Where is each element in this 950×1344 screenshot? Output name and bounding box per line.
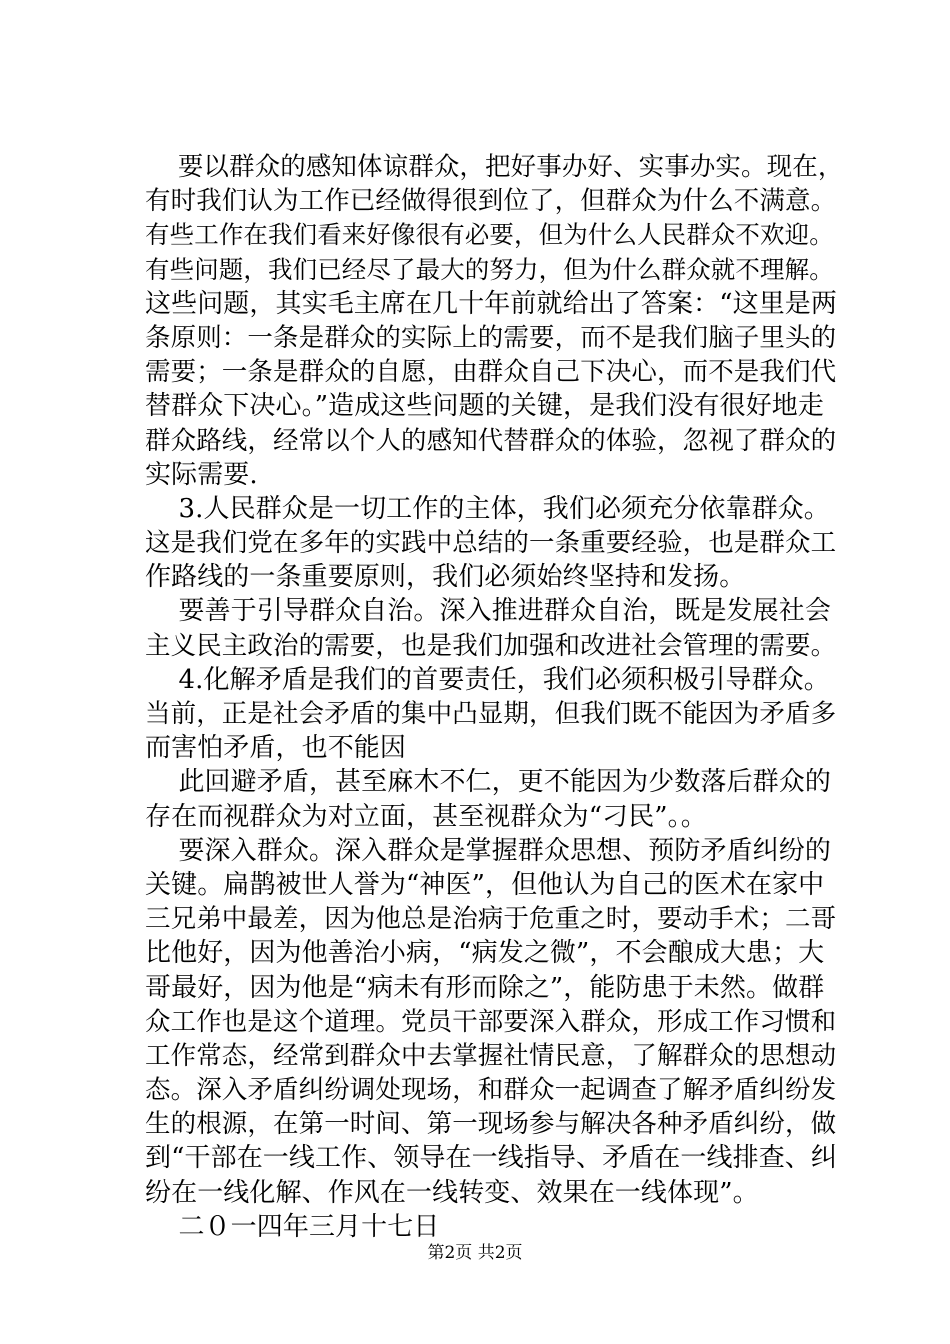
text-line: 存在而视群众为对立面，甚至视群众为“刁民”。。 xyxy=(145,801,707,832)
text-line: 需要；一条是群众的自愿，由群众自己下决心，而不是我们代 xyxy=(145,357,837,388)
text-line: 三兄弟中最差，因为他总是治病于危重之时，要动手术；二哥 xyxy=(145,904,837,935)
text-line: 实际需要. xyxy=(145,459,258,490)
text-line: 态。深入矛盾纠纷调处现场，和群众一起调查了解矛盾纠纷发 xyxy=(145,1075,837,1106)
text-line: 这是我们党在多年的实践中总结的一条重要经验，也是群众工 xyxy=(145,528,837,559)
text-line: 此回避矛盾，甚至麻木不仁，更不能因为少数落后群众的 xyxy=(145,767,831,798)
page-footer: 第2页 共2页 xyxy=(427,1243,523,1263)
text-line: 而害怕矛盾，也不能因 xyxy=(145,733,407,764)
text-line: 当前，正是社会矛盾的集中凸显期，但我们既不能因为矛盾多 xyxy=(145,699,837,729)
text-line: 要善于引导群众自治。深入推进群众自治，既是发展社会 xyxy=(145,596,831,627)
text-line: 纷在一线化解、作风在一线转变、效果在一线体现”。 xyxy=(145,1177,759,1208)
text-line: 到“干部在一线工作、领导在一线指导、矛盾在一线排查、纠 xyxy=(145,1143,837,1174)
text-line: 工作常态，经常到群众中去掌握社情民意，了解群众的思想动 xyxy=(145,1040,837,1071)
text-line: 比他好，因为他善治小病，“病发之微”，不会酿成大患；大 xyxy=(145,938,825,969)
text-line: 有时我们认为工作已经做得很到位了，但群众为什么不满意。 xyxy=(145,186,837,217)
text-line: 替群众下决心。”造成这些问题的关键，是我们没有很好地走 xyxy=(145,391,824,422)
text-line: 要以群众的感知体谅群众，把好事办好、实事办实。现在， xyxy=(145,152,844,182)
text-line: 这些问题，其实毛主席在几十年前就给出了答案：“这里是两 xyxy=(145,288,837,319)
text-line: 哥最好，因为他是“病未有形而除之”，能防患于未然。做群 xyxy=(145,972,825,1003)
document-body xyxy=(145,150,845,1244)
text-line: 要深入群众。深入群众是掌握群众思想、预防矛盾纠纷的 xyxy=(145,835,831,866)
text-line: 二０一四年三月十七日 xyxy=(145,1211,440,1242)
text-line: 生的根源，在第一时间、第一现场参与解决各种矛盾纠纷，做 xyxy=(145,1109,837,1140)
text-line: 作路线的一条重要原则，我们必须始终坚持和发扬。 xyxy=(145,562,746,593)
text-line: 主义民主政治的需要，也是我们加强和改进社会管理的需要。 xyxy=(145,630,837,661)
text-line: 有些工作在我们看来好像很有必要，但为什么人民群众不欢迎。 xyxy=(145,220,834,250)
text-line: 条原则：一条是群众的实际上的需要，而不是我们脑子里头的 xyxy=(145,322,837,353)
text-line: 众工作也是这个道理。党员干部要深入群众，形成工作习惯和 xyxy=(145,1006,837,1037)
text-line: 4.化解矛盾是我们的首要责任，我们必须积极引导群众。 xyxy=(145,664,830,695)
text-line: 3.人民群众是一切工作的主体，我们必须充分依靠群众。 xyxy=(145,493,830,524)
text-line: 有些问题，我们已经尽了最大的努力，但为什么群众就不理解。 xyxy=(145,254,834,284)
text-line: 关键。扁鹊被世人誉为“神医”，但他认为自己的医术在家中 xyxy=(145,869,825,900)
text-line: 群众路线，经常以个人的感知代替群众的体验，忽视了群众的 xyxy=(145,425,837,456)
